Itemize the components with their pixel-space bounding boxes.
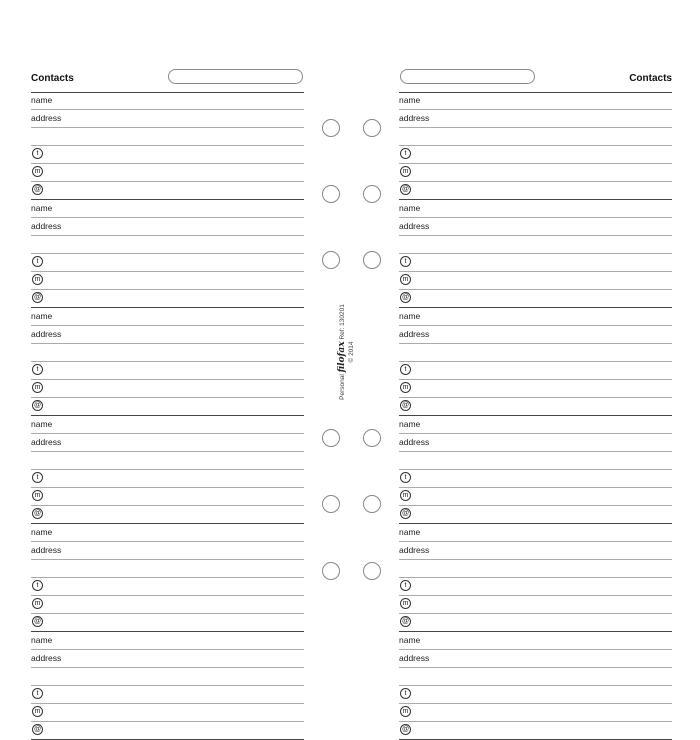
email-icon: @ [33, 294, 42, 301]
binder-hole [322, 251, 340, 269]
mobile-icon: m [32, 382, 43, 393]
binder-hole [363, 119, 381, 137]
address-row[interactable] [399, 650, 672, 668]
email-row[interactable] [399, 398, 672, 416]
phone-icon: t [32, 148, 43, 159]
mobile-icon: m [32, 490, 43, 501]
name-label: name [31, 527, 53, 537]
binder-hole [322, 119, 340, 137]
address-label: address [399, 113, 430, 123]
address-label: address [31, 329, 62, 339]
email-icon: @ [401, 726, 410, 733]
name-row[interactable] [399, 92, 672, 110]
phone-row[interactable] [399, 470, 672, 488]
address-row[interactable] [31, 218, 304, 236]
email-icon: @ [401, 618, 410, 625]
mobile-row[interactable] [399, 488, 672, 506]
contact-entry [31, 308, 304, 416]
name-row[interactable] [399, 632, 672, 650]
binder-hole [322, 185, 340, 203]
phone-row[interactable] [399, 254, 672, 272]
email-icon: @ [33, 402, 42, 409]
phone-row[interactable] [31, 686, 304, 704]
email-icon: @ [401, 510, 410, 517]
phone-icon: t [400, 256, 411, 267]
brand-logo: filofax [337, 341, 347, 373]
mobile-icon: m [400, 598, 411, 609]
phone-icon: t [32, 364, 43, 375]
name-label: name [31, 311, 53, 321]
mobile-row[interactable] [399, 596, 672, 614]
name-label: name [31, 95, 53, 105]
email-row[interactable] [399, 290, 672, 308]
address-label: address [31, 221, 62, 231]
email-icon: @ [33, 186, 42, 193]
binder-hole [363, 251, 381, 269]
address-continued-row[interactable] [399, 128, 672, 146]
email-row[interactable] [31, 722, 304, 740]
phone-row[interactable] [31, 146, 304, 164]
copyright-label: © 2014 [348, 341, 355, 363]
phone-row[interactable] [399, 362, 672, 380]
phone-icon: t [400, 472, 411, 483]
contact-entry [399, 632, 672, 740]
email-row[interactable] [31, 614, 304, 632]
phone-icon: t [400, 364, 411, 375]
page-title: Contacts [629, 73, 672, 84]
address-continued-row[interactable] [31, 560, 304, 578]
address-label: address [399, 329, 430, 339]
address-label: address [31, 545, 62, 555]
mobile-row[interactable] [399, 704, 672, 722]
email-icon: @ [401, 402, 410, 409]
email-row[interactable] [399, 722, 672, 740]
name-label: name [399, 95, 421, 105]
mobile-row[interactable] [31, 272, 304, 290]
label-box [168, 69, 303, 84]
binder-hole [363, 495, 381, 513]
address-continued-row[interactable] [399, 452, 672, 470]
name-label: name [31, 419, 53, 429]
address-row[interactable] [31, 110, 304, 128]
email-icon: @ [401, 186, 410, 193]
mobile-row[interactable] [31, 704, 304, 722]
ref-label: Ref: 130201 [339, 304, 346, 340]
phone-row[interactable] [31, 362, 304, 380]
mobile-row[interactable] [31, 164, 304, 182]
address-continued-row[interactable] [399, 236, 672, 254]
binder-hole [322, 429, 340, 447]
phone-row[interactable] [399, 578, 672, 596]
email-row[interactable] [399, 182, 672, 200]
binder-hole [363, 429, 381, 447]
mobile-icon: m [32, 166, 43, 177]
address-row[interactable] [399, 326, 672, 344]
phone-icon: t [32, 688, 43, 699]
mobile-row[interactable] [399, 380, 672, 398]
contact-entry [31, 416, 304, 524]
mobile-row[interactable] [31, 596, 304, 614]
mobile-row[interactable] [31, 380, 304, 398]
binder-hole [322, 495, 340, 513]
mobile-icon: m [400, 706, 411, 717]
contact-entry [31, 524, 304, 632]
phone-row[interactable] [399, 146, 672, 164]
phone-icon: t [32, 472, 43, 483]
contact-entry [31, 632, 304, 740]
address-label: address [399, 545, 430, 555]
name-row[interactable] [31, 632, 304, 650]
phone-icon: t [400, 148, 411, 159]
phone-icon: t [32, 580, 43, 591]
address-label: address [399, 653, 430, 663]
mobile-row[interactable] [31, 488, 304, 506]
name-row[interactable] [399, 308, 672, 326]
page-title: Contacts [31, 73, 74, 84]
size-label: Personal [339, 374, 346, 400]
phone-row[interactable] [31, 254, 304, 272]
contact-entry [399, 92, 672, 200]
name-label: name [31, 635, 53, 645]
email-row[interactable] [31, 182, 304, 200]
address-continued-row[interactable] [31, 452, 304, 470]
email-row[interactable] [399, 614, 672, 632]
name-row[interactable] [31, 200, 304, 218]
address-label: address [399, 437, 430, 447]
email-icon: @ [401, 294, 410, 301]
name-row[interactable] [399, 416, 672, 434]
mobile-icon: m [32, 274, 43, 285]
name-label: name [399, 419, 421, 429]
contact-entry [399, 416, 672, 524]
address-row[interactable] [31, 650, 304, 668]
name-row[interactable] [31, 524, 304, 542]
name-row[interactable] [31, 92, 304, 110]
address-label: address [31, 437, 62, 447]
phone-row[interactable] [31, 470, 304, 488]
address-continued-row[interactable] [31, 236, 304, 254]
address-row[interactable] [399, 542, 672, 560]
name-row[interactable] [399, 524, 672, 542]
binder-hole [322, 562, 340, 580]
mobile-icon: m [400, 274, 411, 285]
address-row[interactable] [31, 434, 304, 452]
phone-icon: t [400, 580, 411, 591]
mobile-row[interactable] [399, 272, 672, 290]
address-row[interactable] [399, 110, 672, 128]
email-row[interactable] [31, 506, 304, 524]
email-icon: @ [33, 618, 42, 625]
name-row[interactable] [399, 200, 672, 218]
address-row[interactable] [399, 218, 672, 236]
email-row[interactable] [31, 398, 304, 416]
email-row[interactable] [399, 506, 672, 524]
name-label: name [399, 203, 421, 213]
address-row[interactable] [31, 326, 304, 344]
address-continued-row[interactable] [399, 344, 672, 362]
email-icon: @ [33, 510, 42, 517]
mobile-row[interactable] [399, 164, 672, 182]
email-row[interactable] [31, 290, 304, 308]
email-icon: @ [33, 726, 42, 733]
phone-icon: t [400, 688, 411, 699]
mobile-icon: m [400, 382, 411, 393]
binder-hole [363, 562, 381, 580]
contact-entry [399, 524, 672, 632]
contact-entry [31, 200, 304, 308]
name-label: name [399, 635, 421, 645]
address-row[interactable] [31, 542, 304, 560]
phone-icon: t [32, 256, 43, 267]
address-continued-row[interactable] [399, 560, 672, 578]
phone-row[interactable] [31, 578, 304, 596]
name-label: name [399, 527, 421, 537]
left-page-header [31, 66, 304, 93]
address-row[interactable] [399, 434, 672, 452]
contact-entry [31, 92, 304, 200]
mobile-icon: m [32, 706, 43, 717]
address-continued-row[interactable] [399, 668, 672, 686]
right-page-header [399, 66, 672, 93]
label-box [400, 69, 535, 84]
phone-row[interactable] [399, 686, 672, 704]
mobile-icon: m [32, 598, 43, 609]
mobile-icon: m [400, 166, 411, 177]
contact-entry [399, 200, 672, 308]
name-row[interactable] [31, 416, 304, 434]
address-continued-row[interactable] [31, 668, 304, 686]
contact-entry [399, 308, 672, 416]
address-label: address [31, 653, 62, 663]
name-label: name [399, 311, 421, 321]
mobile-icon: m [400, 490, 411, 501]
address-label: address [399, 221, 430, 231]
address-continued-row[interactable] [31, 344, 304, 362]
address-label: address [31, 113, 62, 123]
name-label: name [31, 203, 53, 213]
binder-hole [363, 185, 381, 203]
address-continued-row[interactable] [31, 128, 304, 146]
name-row[interactable] [31, 308, 304, 326]
